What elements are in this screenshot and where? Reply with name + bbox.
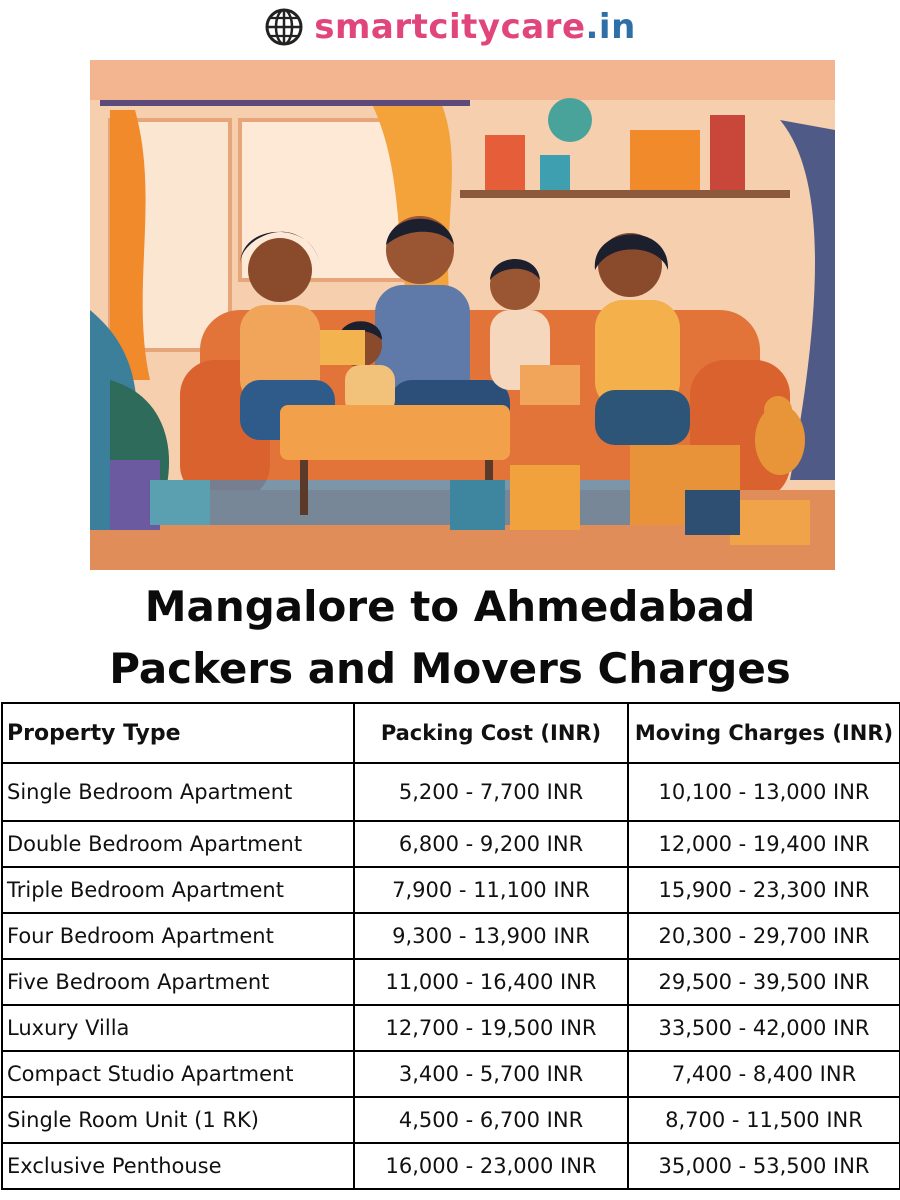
table-row — [2, 763, 900, 821]
table-row — [2, 1097, 900, 1143]
cell-property-type: Five Bedroom Apartment — [2, 959, 354, 1005]
cell-moving-charges: 8,700 - 11,500 INR — [628, 1097, 900, 1143]
cell-moving-charges: 33,500 - 42,000 INR — [628, 1005, 900, 1051]
cell-moving-charges: 20,300 - 29,700 INR — [628, 913, 900, 959]
brand-header — [0, 6, 900, 48]
cell-packing-cost: 11,000 - 16,400 INR — [354, 959, 628, 1005]
cell-moving-charges: 7,400 - 8,400 INR — [628, 1051, 900, 1097]
cell-property-type: Luxury Villa — [2, 1005, 354, 1051]
cell-packing-cost: 5,200 - 7,700 INR — [354, 763, 628, 821]
cell-property-type: Compact Studio Apartment — [2, 1051, 354, 1097]
globe-icon — [264, 7, 304, 47]
cell-moving-charges: 15,900 - 23,300 INR — [628, 867, 900, 913]
cell-property-type: Double Bedroom Apartment — [2, 821, 354, 867]
cell-packing-cost: 3,400 - 5,700 INR — [354, 1051, 628, 1097]
family-moving-illustration — [90, 60, 835, 570]
cell-property-type: Four Bedroom Apartment — [2, 913, 354, 959]
brand-tld: .in — [585, 7, 636, 47]
table-row — [2, 1005, 900, 1051]
header-packing-cost: Packing Cost (INR) — [354, 703, 628, 763]
table-row — [2, 867, 900, 913]
cell-property-type: Single Bedroom Apartment — [2, 763, 354, 821]
table-row — [2, 959, 900, 1005]
header-property-type: Property Type — [2, 703, 354, 763]
table-header-row — [2, 703, 900, 763]
title-line-2: Packers and Movers Charges — [109, 644, 791, 693]
table-row — [2, 913, 900, 959]
table-row — [2, 1051, 900, 1097]
header-moving-charges: Moving Charges (INR) — [628, 703, 900, 763]
cell-packing-cost: 16,000 - 23,000 INR — [354, 1143, 628, 1189]
page-title — [0, 576, 900, 700]
cell-moving-charges: 12,000 - 19,400 INR — [628, 821, 900, 867]
brand-name: smartcitycare — [314, 7, 586, 47]
cell-packing-cost: 6,800 - 9,200 INR — [354, 821, 628, 867]
cell-packing-cost: 9,300 - 13,900 INR — [354, 913, 628, 959]
title-line-1: Mangalore to Ahmedabad — [144, 582, 756, 631]
table-row — [2, 821, 900, 867]
cell-property-type: Exclusive Penthouse — [2, 1143, 354, 1189]
hero-illustration — [90, 60, 835, 570]
cell-moving-charges: 29,500 - 39,500 INR — [628, 959, 900, 1005]
cell-packing-cost: 7,900 - 11,100 INR — [354, 867, 628, 913]
cell-moving-charges: 10,100 - 13,000 INR — [628, 763, 900, 821]
cell-moving-charges: 35,000 - 53,500 INR — [628, 1143, 900, 1189]
table-row — [2, 1143, 900, 1189]
brand-logo-text — [314, 7, 636, 47]
cell-property-type: Triple Bedroom Apartment — [2, 867, 354, 913]
cell-property-type: Single Room Unit (1 RK) — [2, 1097, 354, 1143]
charges-table — [1, 702, 900, 1190]
cell-packing-cost: 12,700 - 19,500 INR — [354, 1005, 628, 1051]
cell-packing-cost: 4,500 - 6,700 INR — [354, 1097, 628, 1143]
